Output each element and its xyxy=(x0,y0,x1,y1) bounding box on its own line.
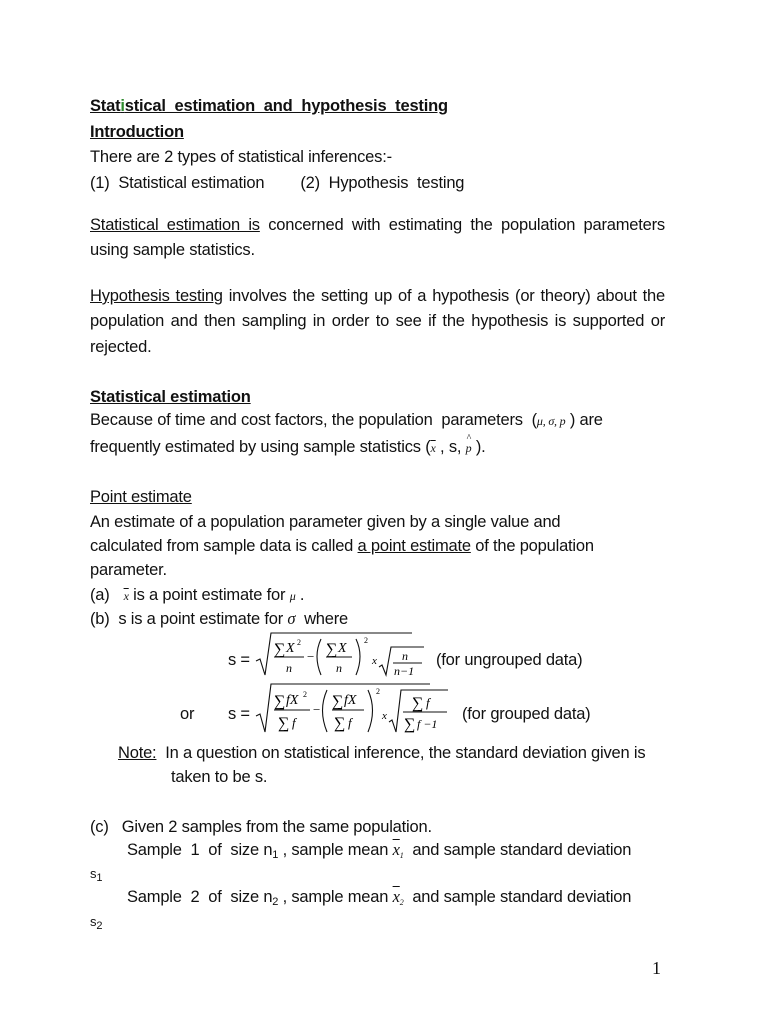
f-var-2: f xyxy=(348,715,352,730)
square-exp-2: 2 xyxy=(364,636,368,645)
sample2-s: s xyxy=(90,914,97,929)
fx-var-2: fX xyxy=(344,693,357,708)
estimation-def-line1 xyxy=(90,213,665,237)
sample2-x-bar: $\overline{x}$ xyxy=(392,887,400,906)
n-minus-1: n−1 xyxy=(394,664,415,678)
grouped-note: (for grouped data) xyxy=(462,705,591,723)
params-symbols: μ, σ, p xyxy=(536,414,566,428)
n-var: n xyxy=(286,661,292,675)
times-sign-2: x xyxy=(382,710,387,722)
ungrouped-note: (for ungrouped data) xyxy=(436,651,583,669)
point-estimate-line2 xyxy=(90,534,665,558)
square-exp-4: 2 xyxy=(376,687,380,696)
sample1-n-sub: 1 xyxy=(272,849,279,861)
sum-symbol-2: ∑ xyxy=(326,641,338,658)
sample2-sd-text: and sample standard deviation xyxy=(403,888,632,906)
item-b-sigma: σ xyxy=(287,609,296,628)
sum-f-den-3: ∑ xyxy=(404,716,416,733)
hypothesis-def-line3: rejected. xyxy=(90,338,152,356)
sum-symbol: ∑ xyxy=(274,641,286,658)
square-exp-3: 2 xyxy=(303,690,307,699)
page-number: 1 xyxy=(652,958,661,978)
hypothesis-term: Hypothesis testing xyxy=(90,287,223,305)
sum-f-den-2: ∑ xyxy=(334,715,346,732)
title-text-a: Stat xyxy=(90,97,121,115)
item-b-text: (b) s is a point estimate for xyxy=(90,610,288,628)
point-estimate-heading: Point estimate xyxy=(90,488,192,506)
point-estimate-line1: An estimate of a population parameter given by a single value and xyxy=(90,513,561,531)
intro-item-1: (1) Statistical estimation xyxy=(90,174,265,192)
note-text: In a question on statistical inference, the standard deviation given is xyxy=(156,744,646,762)
section-line2-text: frequently estimated by using sample statistics ( xyxy=(90,438,431,456)
sample2-n-sub: 2 xyxy=(272,896,279,908)
p-hat-letter: p xyxy=(465,441,472,455)
note-label: Note: xyxy=(118,744,157,762)
estimation-def-line2: using sample statistics. xyxy=(90,241,255,259)
item-a-x-bar: $\overline{x}$ xyxy=(123,589,129,603)
hypothesis-def-line2: population and then sampling in order to see if the hypothesis is supported or xyxy=(90,312,665,330)
sample2-text: Sample 2 of size n xyxy=(127,888,273,906)
f-var-3: f xyxy=(426,695,430,710)
sample2-x-sub: 2 xyxy=(399,898,404,907)
minus-sign-2: − xyxy=(313,702,321,717)
pe-line2-end: of the population xyxy=(470,537,594,555)
times-sign: x xyxy=(372,655,377,667)
sample1-x-sub: 1 xyxy=(399,851,404,860)
f-minus-1: f −1 xyxy=(417,717,438,731)
sum-f-num: ∑ xyxy=(412,695,424,712)
section-line2-end: ). xyxy=(471,438,486,456)
sum-f-x2: ∑ xyxy=(274,693,286,710)
ungrouped-lhs: s = xyxy=(228,651,250,669)
section-line1-text: Because of time and cost factors, the population parameters ( xyxy=(90,411,537,429)
sample1-x-bar: $\overline{x}$ xyxy=(392,840,400,859)
hypothesis-def-rest: involves the setting up of a hypothesis (or theory) about the xyxy=(222,287,665,305)
sample1-s-sub: 1 xyxy=(96,872,103,884)
ungrouped-formula xyxy=(252,631,432,679)
pe-line2-text: calculated from sample data is called xyxy=(90,537,358,555)
p-hat-symbol: ^ p xyxy=(465,433,472,455)
section-heading-estimation: Statistical estimation xyxy=(90,388,251,406)
section-line2 xyxy=(90,435,665,460)
intro-line: There are 2 types of statistical inferences:- xyxy=(90,148,392,166)
grouped-lhs: s = xyxy=(228,705,250,723)
estimation-term: Statistical estimation is xyxy=(90,216,260,234)
or-label: or xyxy=(180,705,195,723)
grouped-formula xyxy=(252,682,452,736)
sample2-mean-text: , sample mean xyxy=(278,888,393,906)
intro-heading: Introduction xyxy=(90,123,184,141)
x-bar-symbol: $\overline{x}$ xyxy=(430,441,436,455)
square-exp: 2 xyxy=(297,638,301,647)
x-var-2: X xyxy=(338,641,347,656)
sample1-mean-text: , sample mean xyxy=(278,841,393,859)
minus-sign: − xyxy=(307,649,315,664)
item-b-end: where xyxy=(295,610,349,628)
part-c-line1: (c) Given 2 samples from the same population. xyxy=(90,818,432,836)
item-a-label: (a) xyxy=(90,586,110,604)
title-text-b: i xyxy=(120,97,125,115)
note-line2: taken to be s. xyxy=(171,768,268,786)
x-var: X xyxy=(286,641,295,656)
sample1-sd-text: and sample standard deviation xyxy=(403,841,632,859)
document-title xyxy=(90,94,490,118)
n-var-3: n xyxy=(402,649,408,663)
sample2-s-sub: 2 xyxy=(96,920,103,932)
item-a xyxy=(90,583,665,608)
section-line2-mid: , s, xyxy=(435,438,466,456)
f-var: f xyxy=(292,715,296,730)
note-line1 xyxy=(118,741,665,765)
pe-term: a point estimate xyxy=(357,537,471,555)
sum-f-den: ∑ xyxy=(278,715,290,732)
section-line1 xyxy=(90,408,665,433)
title-text-c: stical estimation and hypothesis testing xyxy=(124,97,448,115)
sum-fx: ∑ xyxy=(332,693,344,710)
n-var-2: n xyxy=(336,661,342,675)
section-line1-end: ) are xyxy=(565,411,603,429)
item-a-text: is a point estimate for xyxy=(128,586,290,604)
sample2-wrap xyxy=(90,910,665,938)
point-estimate-line3: parameter. xyxy=(90,561,167,579)
item-a-end: . xyxy=(295,586,305,604)
intro-item-2: (2) Hypothesis testing xyxy=(300,174,465,192)
item-b xyxy=(90,607,665,631)
item-a-mu: μ xyxy=(289,589,296,603)
sample1-s: s xyxy=(90,866,97,881)
fx-var: fX xyxy=(286,693,299,708)
hypothesis-def-line1 xyxy=(90,284,665,308)
estimation-def-rest: concerned with estimating the population parameters xyxy=(259,216,665,234)
intro-items xyxy=(90,171,665,195)
sample1-text: Sample 1 of size n xyxy=(127,841,273,859)
